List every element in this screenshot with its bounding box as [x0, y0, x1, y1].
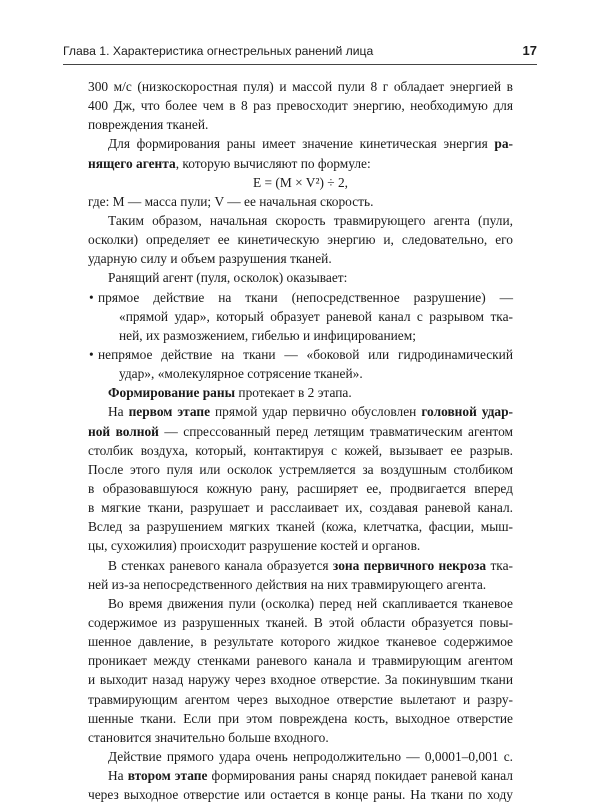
text-run: становится значительно больше входного. [88, 729, 329, 745]
bold-term: первом этапе [128, 404, 211, 420]
text-run: Таким образом, начальная скорость травмирующего агента (пули, [108, 212, 513, 228]
text-run: и выходит назад наружу через входное отверстие. За покинувшим ткани [88, 672, 513, 688]
text-line [88, 364, 513, 383]
chapter-title: Глава 1. Характеристика огнестрельных ранений лица [63, 44, 374, 58]
text-line [88, 134, 513, 153]
text-line [88, 307, 513, 326]
text-run: через выходное отверстие или остается в конце раны. На ткани по ходу [88, 787, 513, 803]
text-line [88, 230, 513, 249]
text-line [88, 766, 513, 785]
text-run: цы, сухожилия) происходит разрушение костей и органов. [88, 538, 421, 554]
bold-term: втором этапе [127, 768, 208, 784]
running-header [63, 44, 537, 58]
text-run: шенные ткани. Если при этом повреждена кость, выходное отверстие [88, 710, 513, 726]
text-run: Действие прямого удара очень непродолжительно — 0,0001–0,001 с. [108, 748, 513, 764]
text-line [88, 498, 513, 517]
text-run: где: M — масса пули; V — ее начальная скорость. [88, 193, 374, 209]
text-run: После этого пуля или осколок устремляется за воздушным столбиком [88, 461, 513, 477]
text-line [88, 383, 513, 402]
formula-line [88, 173, 513, 192]
text-line [88, 96, 513, 115]
text-line [88, 709, 513, 728]
bold-term: нящего агента [88, 155, 176, 171]
text-line [88, 517, 513, 536]
bold-term: ра- [494, 136, 513, 152]
text-run: Во время движения пули (осколка) перед ней скапливается тканевое [108, 595, 513, 611]
text-line [88, 728, 513, 747]
text-line [88, 556, 513, 575]
text-run: «прямой удар», который образует раневой канал с разрывом тка- [119, 308, 513, 324]
text-run: Для формирования раны имеет значение кинетическая энергия [108, 136, 495, 152]
text-line [88, 613, 513, 632]
text-run: На [108, 404, 129, 420]
text-line [88, 670, 513, 689]
text-run: В стенках раневого канала образуется [108, 557, 333, 573]
text-line [88, 632, 513, 651]
text-run: осколки) определяет ее кинетическую энергию и, следовательно, его [88, 232, 513, 248]
text-run: травмирующим агентом через выходное отверстие вылетают и разру- [88, 691, 513, 707]
text-run: удар», «молекулярное сотрясение тканей». [119, 366, 363, 382]
text-run: ней из-за непосредственного действия на них травмирующего агента. [88, 576, 487, 592]
text-run: в образовавшуюся кожную рану, расширяет ее, продвигается вперед [88, 480, 513, 496]
text-run: Ранящий агент (пуля, осколок) оказывает: [108, 270, 348, 286]
text-run: 400 Дж, что более чем в 8 раз превосходит энергию, необходимую для [88, 98, 513, 114]
text-line [88, 536, 513, 555]
text-run: E = (M × V²) ÷ 2, [252, 174, 349, 190]
text-run: прямой удар первично обусловлен [210, 404, 422, 420]
text-line [88, 460, 513, 479]
text-run: повреждения тканей. [88, 117, 209, 133]
text-line [88, 422, 513, 441]
text-line [88, 115, 513, 134]
text-run: прямое действие на ткани (непосредственное разрушение) — [98, 289, 513, 305]
text-line [88, 402, 513, 421]
text-line [88, 345, 513, 364]
text-line [88, 268, 513, 287]
text-line [88, 77, 513, 96]
text-line [88, 785, 513, 804]
text-run: , которую вычисляют по формуле: [175, 155, 371, 171]
text-line [88, 651, 513, 670]
text-line [88, 249, 513, 268]
text-line [88, 211, 513, 230]
text-run: столбик воздуха, который, контактируя с кожей, вызывает ее разрыв. [88, 442, 513, 458]
text-run: шенное давление, в результате которого жидкое тканевое содержимое [88, 634, 513, 650]
text-line [88, 479, 513, 498]
text-run: 300 м/с (низкоскоростная пуля) и массой пули 8 г обладает энергией в [88, 79, 513, 94]
text-line [88, 690, 513, 709]
text-line [88, 441, 513, 460]
text-line [88, 288, 513, 307]
bullet-marker: • [89, 346, 94, 362]
text-run: содержимое из разрушенных тканей. В этой области образуется повы- [88, 614, 513, 630]
header-rule [63, 64, 537, 65]
bold-term: зона первичного некроза [332, 557, 487, 573]
text-line [88, 594, 513, 613]
bold-term: головной удар- [421, 404, 513, 420]
text-run: На [108, 768, 128, 784]
text-run: тка- [486, 557, 514, 573]
text-run: формирования раны снаряд покидает раневой канал [207, 768, 513, 784]
bold-term: ной волной [88, 423, 159, 439]
text-run: в мягкие ткани, разрушает и расслаивает их, создавая раневой канал. [88, 500, 513, 516]
body-text [88, 77, 513, 804]
text-run: — спрессованный перед летящим травматическим агентом [158, 423, 513, 439]
text-line [88, 192, 513, 211]
text-run: проникает между стенками раневого канала и травмирующим агентом [88, 653, 513, 669]
text-run: Вслед за разрушением мягких тканей (кожа, клетчатка, фасции, мыш- [88, 519, 513, 535]
text-line [88, 326, 513, 345]
bullet-marker: • [89, 289, 94, 305]
text-run: непрямое действие на ткани — «боковой или гидродинамический [98, 346, 513, 362]
text-run: ударную силу и объем разрушения тканей. [88, 251, 332, 267]
text-line [88, 575, 513, 594]
text-run: ней, их размозжением, гибелью и инфицированием; [119, 327, 416, 343]
text-run: протекает в 2 этапа. [235, 385, 352, 401]
bold-term: Формирование раны [108, 385, 236, 401]
text-line [88, 154, 513, 173]
page-number: 17 [522, 43, 537, 58]
